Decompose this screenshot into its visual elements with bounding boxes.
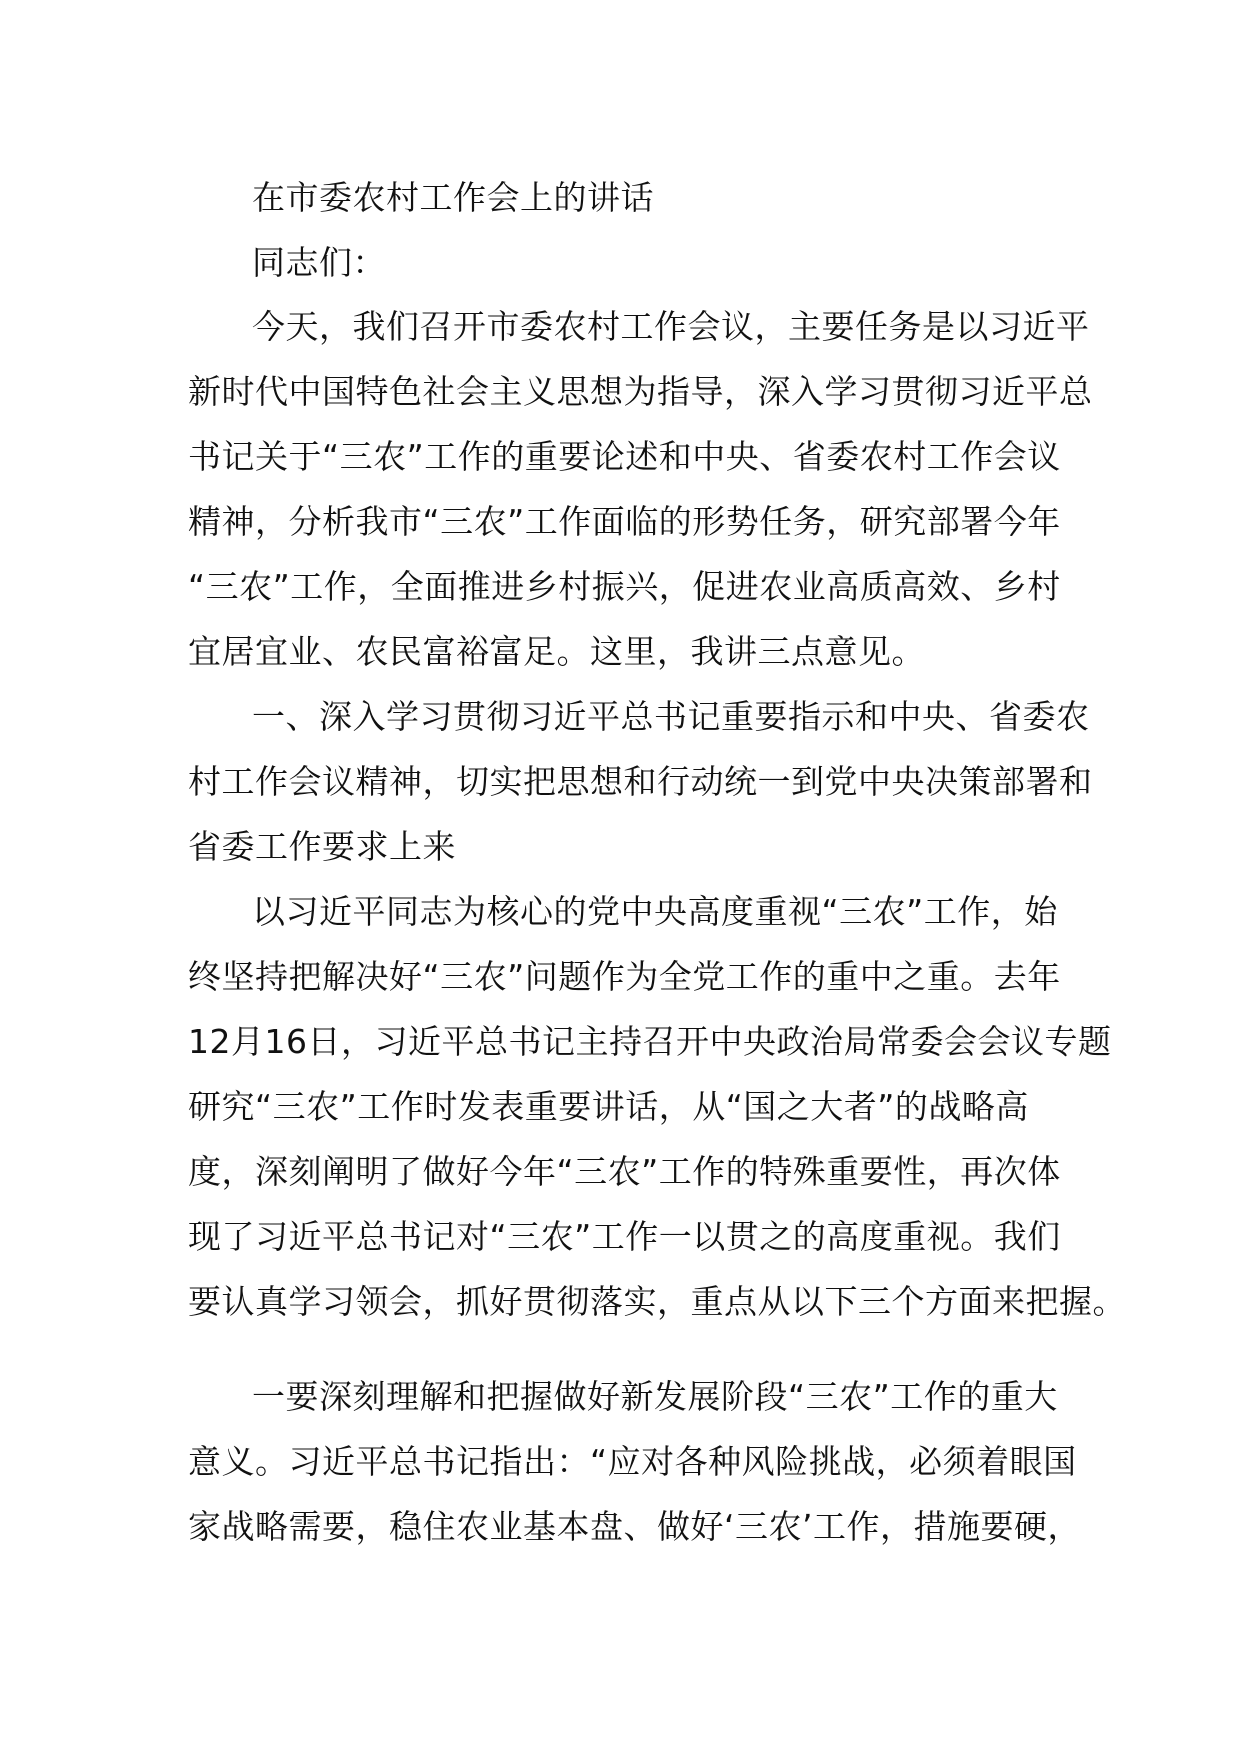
document-title: 在市委农村工作会上的讲话	[252, 178, 654, 217]
body-line: “三农”工作，全面推进乡村振兴，促进农业高质高效、乡村	[188, 567, 1061, 606]
body-line: 书记关于“三农”工作的重要论述和中央、省委农村工作会议	[188, 437, 1061, 476]
body-line: 精神，分析我市“三农”工作面临的形势任务，研究部署今年	[188, 502, 1061, 541]
body-line: 度，深刻阐明了做好今年“三农”工作的特殊重要性，再次体	[188, 1152, 1061, 1191]
body-line: 宜居宜业、农民富裕富足。这里，我讲三点意见。	[188, 632, 925, 671]
body-line: 家战略需要，稳住农业基本盘、做好‘三农’工作，措施要硬，	[188, 1507, 1081, 1546]
body-line: 研究“三农”工作时发表重要讲话，从“国之大者”的战略高	[188, 1087, 1029, 1126]
body-line: 现了习近平总书记对“三农”工作一以贯之的高度重视。我们	[188, 1217, 1061, 1256]
body-line: 12月16日，习近平总书记主持召开中央政治局常委会会议专题	[188, 1022, 1112, 1061]
section-heading-line: 省委工作要求上来	[188, 827, 456, 866]
section-heading-line: 村工作会议精神，切实把思想和行动统一到党中央决策部署和	[188, 762, 1093, 801]
body-line: 新时代中国特色社会主义思想为指导，深入学习贯彻习近平总	[188, 372, 1093, 411]
body-line: 以习近平同志为核心的党中央高度重视“三农”工作，始	[252, 892, 1058, 931]
salutation: 同志们：	[252, 243, 386, 282]
body-line: 一要深刻理解和把握做好新发展阶段“三农”工作的重大	[252, 1377, 1058, 1416]
body-line: 终坚持把解决好“三农”问题作为全党工作的重中之重。去年	[188, 957, 1061, 996]
section-heading-line: 一、深入学习贯彻习近平总书记重要指示和中央、省委农	[252, 697, 1090, 736]
body-line: 今天，我们召开市委农村工作会议，主要任务是以习近平	[252, 307, 1090, 346]
body-line: 意义。习近平总书记指出：“应对各种风险挑战，必须着眼国	[188, 1442, 1077, 1481]
body-line: 要认真学习领会，抓好贯彻落实，重点从以下三个方面来把握。	[188, 1282, 1126, 1321]
